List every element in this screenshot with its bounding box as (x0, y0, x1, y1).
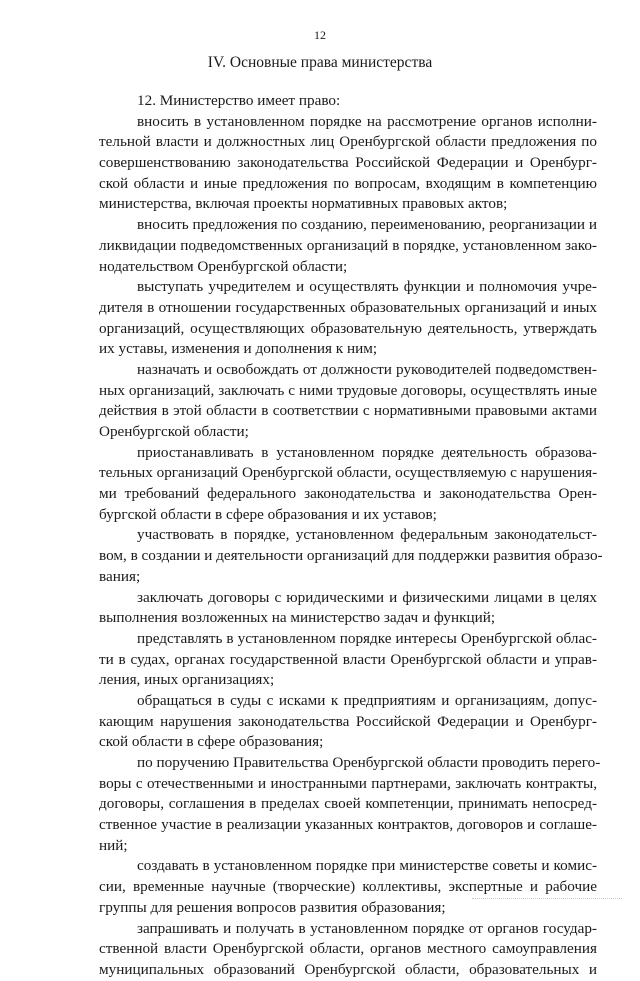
text-line: Оренбургской области; (99, 423, 249, 440)
text-line: ных организаций, заключать с ними трудовые договоры, осуществлять иные (99, 381, 597, 399)
text-line: ской области в сфере образования; (99, 733, 324, 751)
text-line: их уставы, изменения и дополнения к ним; (99, 340, 378, 358)
text-line: вания; (99, 567, 141, 585)
scan-artifact (472, 898, 622, 901)
text-line: ственной власти Оренбургской области, органов местного самоуправления (99, 940, 597, 958)
text-line: министерства, включая проекты нормативных правовых актов; (99, 195, 508, 213)
text-line: ственное участие в реализации указанных контрактов, договоров и соглаше- (99, 816, 597, 834)
body-text (99, 91, 603, 981)
text-line: ской области и иные предложения по вопросам, входящим в компетенцию (99, 174, 597, 192)
text-line: нодательством Оренбургской области; (99, 257, 348, 275)
text-line: ми требований федерального законодательства и законодательства Орен- (99, 485, 597, 503)
text-line: бургской области в сфере образования и их уставов; (99, 505, 437, 523)
text-line: вносить предложения по созданию, переименованию, реорганизации и (137, 216, 597, 234)
text-line: создавать в установленном порядке при министерстве советы и комис- (137, 857, 597, 875)
text-line: назначать и освобождать от должности руководителей подведомствен- (137, 360, 597, 378)
text-line: дителя в отношении государственных образовательных организаций и иных (99, 298, 597, 316)
text-line: ликвидации подведомственных организаций в порядке, установленном зако- (99, 236, 597, 254)
text-line: выполнения возложенных на министерство задач и функций; (99, 609, 496, 627)
text-line: вом, в создании и деятельности организаций для поддержки развития образо- (99, 547, 603, 565)
text-line: представлять в установленном порядке интересы Оренбургской облас- (137, 629, 597, 647)
text-line: действия в этой области в соответствии с нормативными правовыми актами (99, 402, 597, 420)
text-line: кающим нарушения законодательства Российской Федерации и Оренбург- (99, 712, 597, 730)
text-line: тельной власти и должностных лиц Оренбургской области предложения по (99, 133, 597, 151)
text-line: муниципальных образований Оренбургской области, образовательных и (99, 960, 597, 978)
text-line: 12. Министерство имеет право: (137, 92, 341, 109)
text-line: совершенствованию законодательства Российской Федерации и Оренбург- (99, 154, 597, 172)
text-line: по поручению Правительства Оренбургской области проводить перего- (137, 754, 601, 771)
text-line: заключать договоры с юридическими и физическими лицами в целях (137, 588, 597, 606)
text-line: группы для решения вопросов развития образования; (99, 898, 446, 916)
text-line: сии, временные научные (творческие) коллективы, экспертные и рабочие (99, 878, 597, 896)
text-line: обращаться в суды с исками к предприятиям и организациям, допус- (137, 691, 597, 709)
text-line: ти в судах, органах государственной власти Оренбургской области и управ- (99, 650, 597, 668)
section-title: IV. Основные права министерства (207, 54, 433, 71)
text-line: тельных организаций Оренбургской области, осуществляемую с нарушения- (99, 464, 598, 482)
text-line: выступать учредителем и осуществлять функции и полномочия учре- (137, 278, 597, 296)
text-line: договоры, соглашения в пределах своей компетенции, принимать непосред- (99, 795, 597, 813)
text-line: участвовать в порядке, установленном федеральным законодательст- (137, 526, 597, 544)
text-line: организаций, осуществляющих образовательную деятельность, утверждать (99, 319, 597, 337)
page-number: 12 (314, 28, 326, 42)
text-line: запрашивать и получать в установленном порядке от органов государ- (137, 919, 597, 937)
text-line: ний; (99, 836, 128, 854)
text-line: ления, иных организациях; (99, 671, 275, 689)
text-line: воры с отечественными и иностранными партнерами, заключать контракты, (99, 774, 597, 792)
text-line: приостанавливать в установленном порядке деятельность образова- (137, 443, 597, 461)
text-line: вносить в установленном порядке на рассмотрение органов исполни- (137, 112, 597, 130)
